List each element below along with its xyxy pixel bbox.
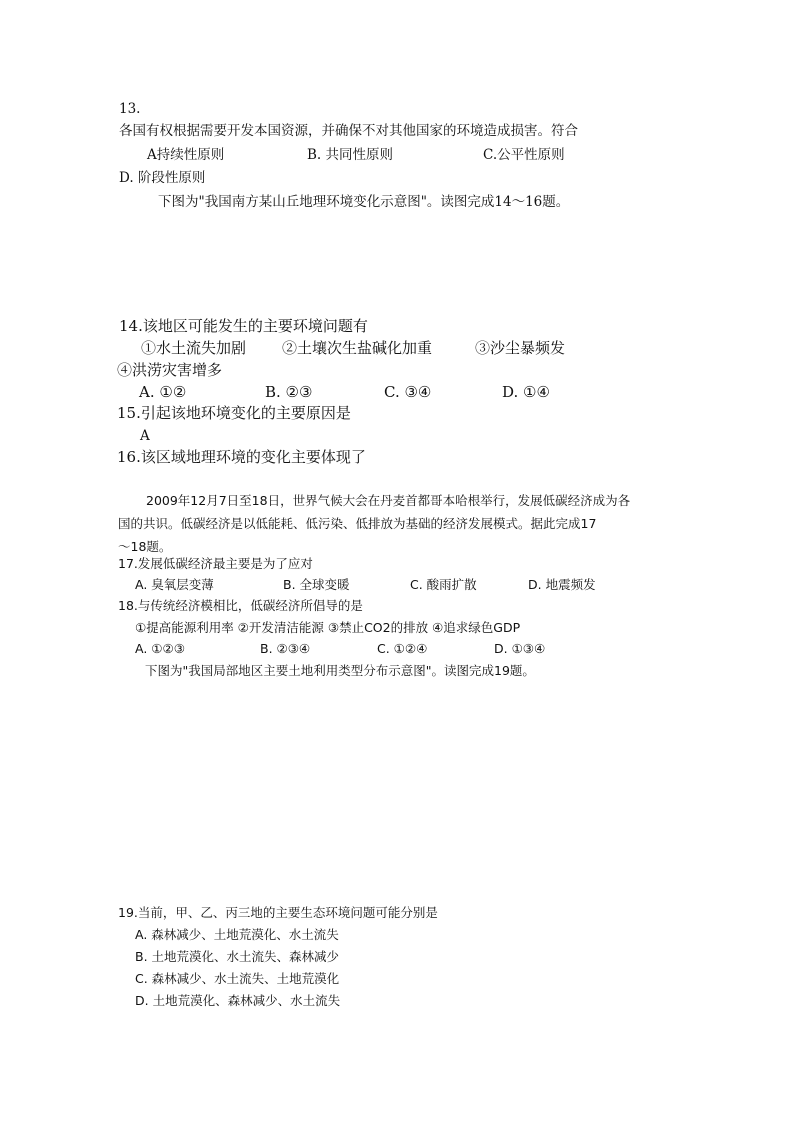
q14-item-2: ②土壤次生盐碱化加重: [282, 339, 433, 357]
q18-stem: 18.与传统经济模相比，低碳经济所倡导的是: [118, 598, 363, 613]
q13-number: 13.: [119, 101, 141, 117]
q18-option-d: D. ①③④: [494, 641, 546, 656]
q19-option-a: A. 森林减少、土地荒漠化、水土流失: [135, 927, 339, 942]
q13-option-a: A持续性原则: [147, 147, 225, 163]
q17-option-b: B. 全球变暖: [283, 577, 350, 592]
q14-option-a: A. ①②: [139, 383, 187, 401]
q15-option-a: A: [140, 428, 150, 444]
q19-option-d: D. 土地荒漠化、森林减少、水土流失: [135, 993, 341, 1008]
passage-line-1: 2009年12月7日至18日，世界气候大会在丹麦首都哥本哈根举行，发展低碳经济成为各: [146, 493, 631, 508]
passage-line-3: ～18题。: [118, 539, 172, 554]
q18-items: ①提高能源利用率 ②开发清洁能源 ③禁止CO2的排放 ④追求绿色GDP: [135, 620, 521, 635]
q14-item-1: ①水土流失加剧: [141, 339, 247, 357]
q18-option-a: A. ①②③: [135, 641, 185, 656]
q19-option-b: B. 土地荒漠化、水土流失、森林减少: [135, 949, 340, 964]
q14-option-b: B. ②③: [265, 383, 313, 401]
q13-option-b: B. 共同性原则: [307, 147, 394, 163]
q14-option-d: D. ①④: [502, 383, 550, 401]
q18-option-b: B. ②③④: [260, 641, 311, 656]
q18-options-row: [0, 640, 794, 658]
q14-stem: 14.该地区可能发生的主要环境问题有: [119, 317, 368, 335]
q17-stem: 17.发展低碳经济最主要是为了应对: [118, 556, 313, 571]
q14-option-c: C. ③④: [384, 383, 432, 401]
passage-line-2: 国的共识。低碳经济是以低能耗、低污染、低排放为基础的经济发展模式。据此完成17: [118, 516, 597, 531]
q13-options-row: [0, 146, 794, 164]
q18-option-c: C. ①②④: [377, 641, 428, 656]
q17-option-d: D. 地震频发: [528, 577, 596, 592]
q19-stem: 19.当前，甲、乙、丙三地的主要生态环境问题可能分别是: [118, 905, 438, 920]
q15-stem: 15.引起该地环境变化的主要原因是: [117, 404, 351, 422]
q16-stem: 16.该区域地理环境的变化主要体现了: [117, 448, 366, 466]
q17-options-row: [0, 576, 794, 594]
intro-14-16: 下图为"我国南方某山丘地理环境变化示意图"。读图完成14～16题。: [158, 194, 570, 210]
q17-option-c: C. 酸雨扩散: [410, 577, 477, 592]
intro-19: 下图为"我国局部地区主要土地利用类型分布示意图"。读图完成19题。: [145, 663, 535, 678]
q13-stem: 各国有权根据需要开发本国资源，并确保不对其他国家的环境造成损害。符合: [119, 123, 578, 139]
q13-option-c: C.公平性原则: [483, 147, 565, 163]
q19-option-c: C. 森林减少、水土流失、土地荒漠化: [135, 971, 340, 986]
q17-option-a: A. 臭氧层变薄: [135, 577, 214, 592]
q14-items-row: [0, 339, 794, 359]
q14-options-row: [0, 383, 794, 403]
q13-option-d: D. 阶段性原则: [119, 170, 206, 186]
q14-item-3: ③沙尘暴频发: [475, 339, 566, 357]
q14-item-4: ④洪涝灾害增多: [117, 361, 223, 379]
